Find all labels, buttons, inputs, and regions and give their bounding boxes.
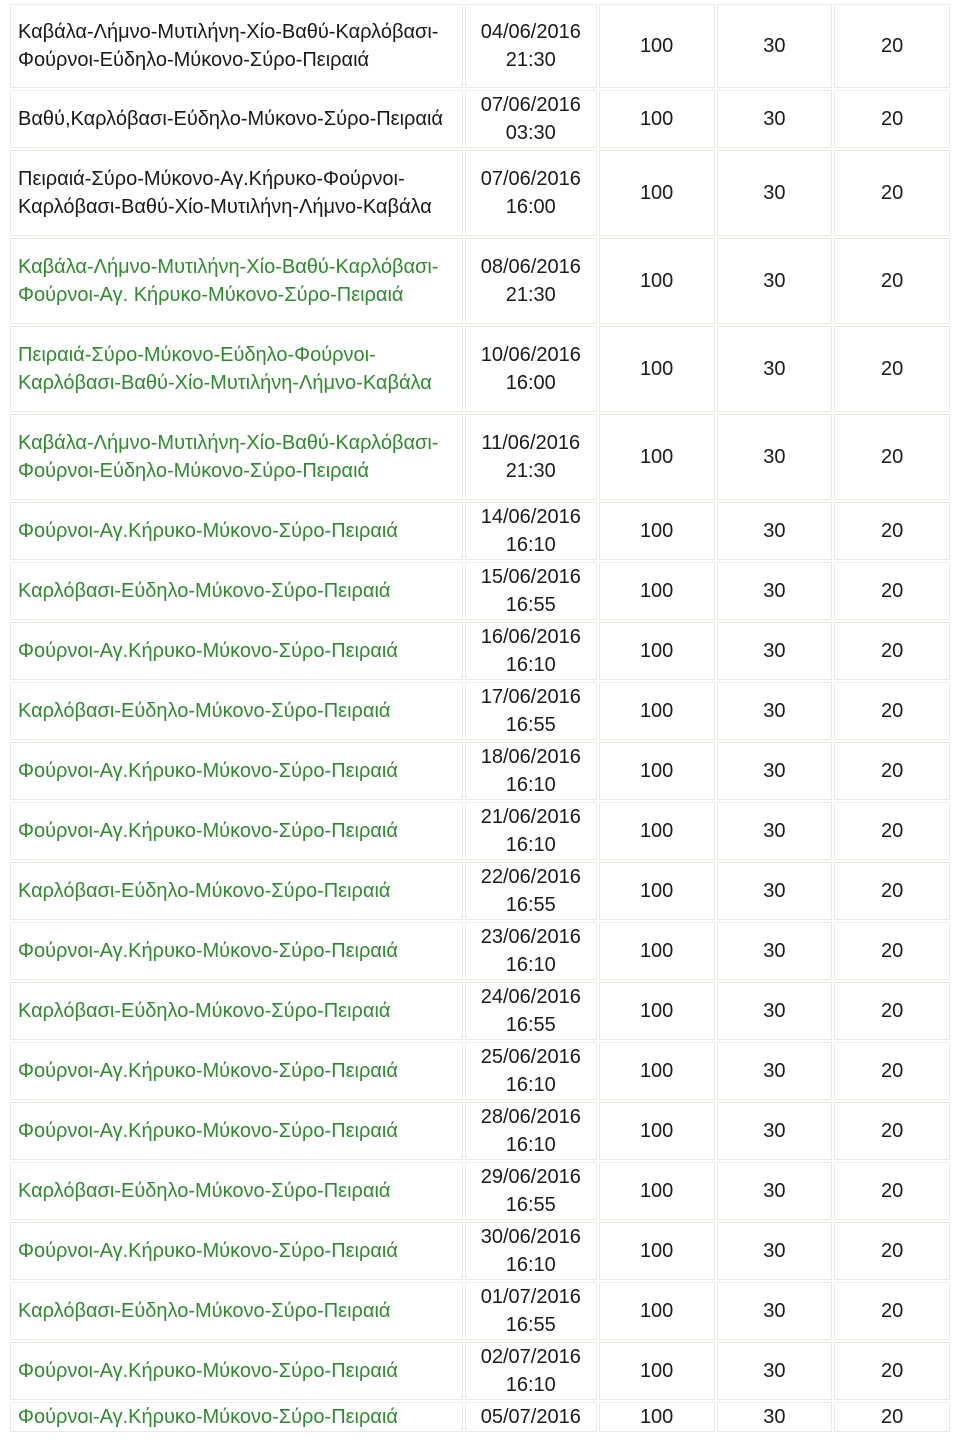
time-text: 16:10 xyxy=(505,1134,556,1156)
value-cell-1: 100 xyxy=(599,150,715,236)
route-cell: Φούρνοι-Αγ.Κήρυκο-Μύκονο-Σύρο-Πειραιά xyxy=(10,1102,463,1160)
value-cell-1: 100 xyxy=(599,1042,715,1100)
datetime-cell xyxy=(465,982,597,1040)
value-cell-2: 30 xyxy=(717,414,833,500)
table-row xyxy=(10,4,950,88)
route-cell: Φούρνοι-Αγ.Κήρυκο-Μύκονο-Σύρο-Πειραιά xyxy=(10,742,463,800)
value-cell-3: 20 xyxy=(834,1342,950,1400)
date-text: 22/06/2016 xyxy=(480,866,581,888)
table-row xyxy=(10,150,950,236)
route-cell: Βαθύ,Καρλόβασι-Εύδηλο-Μύκονο-Σύρο-Πειραιά xyxy=(10,90,463,148)
value-cell-1: 100 xyxy=(599,502,715,560)
value-cell-3: 20 xyxy=(834,682,950,740)
datetime-cell xyxy=(465,922,597,980)
datetime-cell xyxy=(465,1342,597,1400)
value-cell-2: 30 xyxy=(717,238,833,324)
time-text: 16:10 xyxy=(505,954,556,976)
value-cell-3: 20 xyxy=(834,1162,950,1220)
datetime-cell xyxy=(465,682,597,740)
date-text: 10/06/2016 xyxy=(480,344,581,366)
value-cell-1: 100 xyxy=(599,1402,715,1432)
value-cell-1: 100 xyxy=(599,682,715,740)
value-cell-2: 30 xyxy=(717,90,833,148)
value-cell-1: 100 xyxy=(599,238,715,324)
value-cell-3: 20 xyxy=(834,802,950,860)
table-row xyxy=(10,922,950,980)
datetime-cell xyxy=(465,1402,597,1432)
route-cell: Φούρνοι-Αγ.Κήρυκο-Μύκονο-Σύρο-Πειραιά xyxy=(10,1042,463,1100)
route-cell: Καρλόβασι-Εύδηλο-Μύκονο-Σύρο-Πειραιά xyxy=(10,1162,463,1220)
route-cell: Φούρνοι-Αγ.Κήρυκο-Μύκονο-Σύρο-Πειραιά xyxy=(10,1222,463,1280)
date-text: 15/06/2016 xyxy=(480,566,581,588)
datetime-cell xyxy=(465,238,597,324)
datetime-cell xyxy=(465,862,597,920)
route-cell: Καρλόβασι-Εύδηλο-Μύκονο-Σύρο-Πειραιά xyxy=(10,862,463,920)
route-cell: Καρλόβασι-Εύδηλο-Μύκονο-Σύρο-Πειραιά xyxy=(10,562,463,620)
route-cell: Καβάλα-Λήμνο-Μυτιλήνη-Χίο-Βαθύ-Καρλόβασι-Φούρνοι-Αγ. Κήρυκο-Μύκονο-Σύρο-Πειραιά xyxy=(10,238,463,324)
date-text: 28/06/2016 xyxy=(480,1106,581,1128)
datetime-cell xyxy=(465,4,597,88)
value-cell-2: 30 xyxy=(717,1042,833,1100)
route-cell: Καβάλα-Λήμνο-Μυτιλήνη-Χίο-Βαθύ-Καρλόβασι-Φούρνοι-Εύδηλο-Μύκονο-Σύρο-Πειραιά xyxy=(10,4,463,88)
datetime-cell xyxy=(465,90,597,148)
time-text: 16:55 xyxy=(505,894,556,916)
table-row xyxy=(10,1282,950,1340)
table-row xyxy=(10,1222,950,1280)
table-row xyxy=(10,90,950,148)
value-cell-1: 100 xyxy=(599,862,715,920)
table-row xyxy=(10,238,950,324)
table-row xyxy=(10,1162,950,1220)
date-text: 04/06/2016 xyxy=(480,21,581,43)
route-cell: Φούρνοι-Αγ.Κήρυκο-Μύκονο-Σύρο-Πειραιά xyxy=(10,502,463,560)
value-cell-2: 30 xyxy=(717,1102,833,1160)
datetime-cell xyxy=(465,622,597,680)
date-text: 18/06/2016 xyxy=(480,746,581,768)
date-text: 23/06/2016 xyxy=(480,926,581,948)
table-row xyxy=(10,414,950,500)
date-text: 07/06/2016 xyxy=(480,94,581,116)
table-row xyxy=(10,1042,950,1100)
date-text: 29/06/2016 xyxy=(480,1166,581,1188)
table-row xyxy=(10,862,950,920)
time-text: 16:00 xyxy=(505,196,556,218)
date-text: 25/06/2016 xyxy=(480,1046,581,1068)
date-text: 05/07/2016 xyxy=(480,1406,581,1428)
datetime-cell xyxy=(465,802,597,860)
datetime-cell xyxy=(465,502,597,560)
value-cell-2: 30 xyxy=(717,1402,833,1432)
value-cell-2: 30 xyxy=(717,922,833,980)
time-text: 16:55 xyxy=(505,1014,556,1036)
value-cell-1: 100 xyxy=(599,414,715,500)
time-text: 16:10 xyxy=(505,534,556,556)
value-cell-2: 30 xyxy=(717,562,833,620)
datetime-cell xyxy=(465,150,597,236)
value-cell-3: 20 xyxy=(834,622,950,680)
value-cell-1: 100 xyxy=(599,562,715,620)
value-cell-3: 20 xyxy=(834,1042,950,1100)
table-row xyxy=(10,502,950,560)
time-text: 16:10 xyxy=(505,1074,556,1096)
route-cell: Καρλόβασι-Εύδηλο-Μύκονο-Σύρο-Πειραιά xyxy=(10,682,463,740)
value-cell-1: 100 xyxy=(599,4,715,88)
value-cell-1: 100 xyxy=(599,922,715,980)
value-cell-3: 20 xyxy=(834,922,950,980)
route-cell: Καβάλα-Λήμνο-Μυτιλήνη-Χίο-Βαθύ-Καρλόβασι-Φούρνοι-Εύδηλο-Μύκονο-Σύρο-Πειραιά xyxy=(10,414,463,500)
value-cell-3: 20 xyxy=(834,1102,950,1160)
table-row xyxy=(10,1342,950,1400)
value-cell-1: 100 xyxy=(599,1342,715,1400)
route-cell: Φούρνοι-Αγ.Κήρυκο-Μύκονο-Σύρο-Πειραιά xyxy=(10,802,463,860)
datetime-cell xyxy=(465,326,597,412)
time-text: 16:10 xyxy=(505,834,556,856)
value-cell-2: 30 xyxy=(717,326,833,412)
value-cell-1: 100 xyxy=(599,982,715,1040)
value-cell-3: 20 xyxy=(834,982,950,1040)
datetime-cell xyxy=(465,1042,597,1100)
time-text: 16:55 xyxy=(505,594,556,616)
time-text: 16:55 xyxy=(505,1314,556,1336)
route-cell: Πειραιά-Σύρο-Μύκονο-Εύδηλο-Φούρνοι-Καρλόβασι-Βαθύ-Χίο-Μυτιλήνη-Λήμνο-Καβάλα xyxy=(10,326,463,412)
value-cell-2: 30 xyxy=(717,502,833,560)
value-cell-3: 20 xyxy=(834,862,950,920)
value-cell-2: 30 xyxy=(717,1222,833,1280)
value-cell-2: 30 xyxy=(717,862,833,920)
value-cell-2: 30 xyxy=(717,682,833,740)
datetime-cell xyxy=(465,742,597,800)
value-cell-3: 20 xyxy=(834,326,950,412)
time-text: 16:55 xyxy=(505,1194,556,1216)
value-cell-2: 30 xyxy=(717,742,833,800)
value-cell-3: 20 xyxy=(834,4,950,88)
time-text: 03:30 xyxy=(505,122,556,144)
value-cell-3: 20 xyxy=(834,1402,950,1432)
value-cell-1: 100 xyxy=(599,622,715,680)
value-cell-3: 20 xyxy=(834,562,950,620)
value-cell-3: 20 xyxy=(834,90,950,148)
datetime-cell xyxy=(465,1162,597,1220)
value-cell-1: 100 xyxy=(599,802,715,860)
value-cell-1: 100 xyxy=(599,742,715,800)
datetime-cell xyxy=(465,1102,597,1160)
value-cell-2: 30 xyxy=(717,150,833,236)
table-row xyxy=(10,742,950,800)
time-text: 21:30 xyxy=(505,460,556,482)
route-cell: Φούρνοι-Αγ.Κήρυκο-Μύκονο-Σύρο-Πειραιά xyxy=(10,922,463,980)
datetime-cell xyxy=(465,562,597,620)
table-row xyxy=(10,802,950,860)
date-text: 02/07/2016 xyxy=(480,1346,581,1368)
date-text: 30/06/2016 xyxy=(480,1226,581,1248)
date-text: 11/06/2016 xyxy=(481,432,581,454)
route-cell: Φούρνοι-Αγ.Κήρυκο-Μύκονο-Σύρο-Πειραιά xyxy=(10,622,463,680)
value-cell-2: 30 xyxy=(717,1342,833,1400)
table-row xyxy=(10,982,950,1040)
value-cell-3: 20 xyxy=(834,150,950,236)
value-cell-2: 30 xyxy=(717,4,833,88)
time-text: 16:00 xyxy=(505,372,556,394)
datetime-cell xyxy=(465,1222,597,1280)
table-row xyxy=(10,326,950,412)
value-cell-1: 100 xyxy=(599,1162,715,1220)
route-cell: Καρλόβασι-Εύδηλο-Μύκονο-Σύρο-Πειραιά xyxy=(10,982,463,1040)
value-cell-3: 20 xyxy=(834,238,950,324)
time-text: 21:30 xyxy=(505,284,556,306)
route-cell: Φούρνοι-Αγ.Κήρυκο-Μύκονο-Σύρο-Πειραιά xyxy=(10,1402,463,1432)
date-text: 01/07/2016 xyxy=(480,1286,581,1308)
schedule-table xyxy=(8,2,952,1434)
date-text: 21/06/2016 xyxy=(480,806,581,828)
value-cell-3: 20 xyxy=(834,1222,950,1280)
value-cell-1: 100 xyxy=(599,1282,715,1340)
time-text: 16:10 xyxy=(505,654,556,676)
table-row xyxy=(10,1402,950,1432)
value-cell-1: 100 xyxy=(599,1102,715,1160)
datetime-cell xyxy=(465,414,597,500)
datetime-cell xyxy=(465,1282,597,1340)
value-cell-3: 20 xyxy=(834,414,950,500)
value-cell-1: 100 xyxy=(599,1222,715,1280)
value-cell-2: 30 xyxy=(717,1162,833,1220)
value-cell-2: 30 xyxy=(717,802,833,860)
date-text: 08/06/2016 xyxy=(480,256,581,278)
value-cell-2: 30 xyxy=(717,622,833,680)
value-cell-2: 30 xyxy=(717,982,833,1040)
time-text: 21:30 xyxy=(505,49,556,71)
table-row xyxy=(10,562,950,620)
date-text: 24/06/2016 xyxy=(480,986,581,1008)
table-row xyxy=(10,682,950,740)
value-cell-3: 20 xyxy=(834,502,950,560)
table-row xyxy=(10,622,950,680)
schedule-table-body xyxy=(10,4,950,1432)
value-cell-3: 20 xyxy=(834,742,950,800)
date-text: 16/06/2016 xyxy=(480,626,581,648)
value-cell-1: 100 xyxy=(599,326,715,412)
date-text: 07/06/2016 xyxy=(480,168,581,190)
route-cell: Καρλόβασι-Εύδηλο-Μύκονο-Σύρο-Πειραιά xyxy=(10,1282,463,1340)
value-cell-3: 20 xyxy=(834,1282,950,1340)
date-text: 17/06/2016 xyxy=(480,686,581,708)
route-cell: Πειραιά-Σύρο-Μύκονο-Αγ.Κήρυκο-Φούρνοι-Καρλόβασι-Βαθύ-Χίο-Μυτιλήνη-Λήμνο-Καβάλα xyxy=(10,150,463,236)
time-text: 16:10 xyxy=(505,1254,556,1276)
value-cell-1: 100 xyxy=(599,90,715,148)
date-text: 14/06/2016 xyxy=(480,506,581,528)
value-cell-2: 30 xyxy=(717,1282,833,1340)
route-cell: Φούρνοι-Αγ.Κήρυκο-Μύκονο-Σύρο-Πειραιά xyxy=(10,1342,463,1400)
time-text: 16:10 xyxy=(505,774,556,796)
time-text: 16:55 xyxy=(505,714,556,736)
time-text: 16:10 xyxy=(505,1374,556,1396)
table-row xyxy=(10,1102,950,1160)
